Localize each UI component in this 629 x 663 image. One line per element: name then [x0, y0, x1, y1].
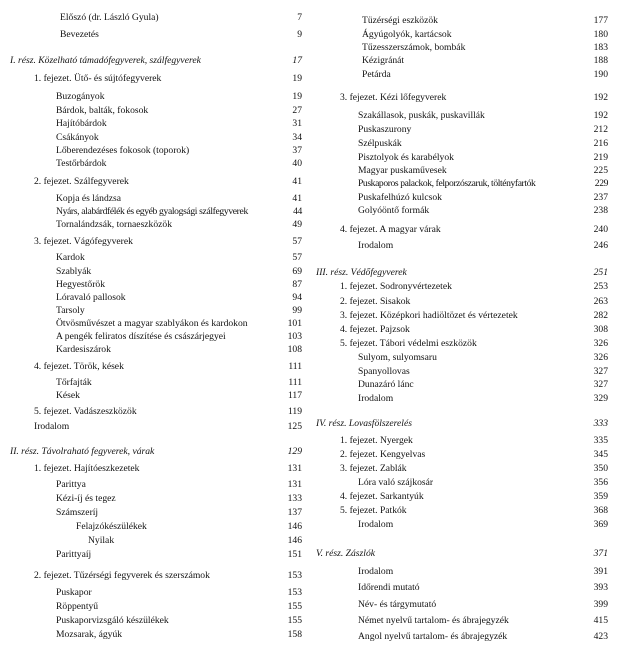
- toc-entry-page: 155: [287, 601, 302, 612]
- toc-entry-page: 103: [287, 331, 302, 342]
- toc-entry-page: 146: [287, 521, 302, 532]
- toc-entry-page: 44: [293, 206, 302, 217]
- toc-entry-page: 94: [292, 292, 302, 303]
- toc-entry-page: 177: [593, 15, 608, 26]
- toc-entry-page: 119: [287, 406, 302, 417]
- toc-entry-page: 345: [593, 449, 608, 460]
- toc-entry-title: 1. fejezet. Hajítóeszkezetek: [34, 463, 140, 474]
- toc-entry-page: 131: [287, 463, 302, 474]
- toc-entry-title: Ötvösművészet a magyar szablyákon és kardokon: [56, 318, 248, 329]
- toc-entry-page: 225: [593, 165, 608, 176]
- toc-entry-title: Puskapor: [56, 587, 92, 598]
- toc-entry-page: 151: [287, 549, 302, 560]
- toc-entry-page: 192: [593, 110, 608, 121]
- toc-entry-title: Irodalom: [358, 566, 394, 577]
- toc-entry-title: Parittyaíj: [56, 549, 92, 560]
- toc-entry-title: Kések: [56, 390, 80, 401]
- toc-entry-page: 237: [593, 192, 608, 203]
- toc-entry-title: Spanyollovas: [358, 366, 410, 377]
- toc-entry-page: 188: [593, 55, 608, 66]
- toc-entry-title: V. rész. Zászlók: [316, 548, 375, 559]
- toc-entry-page: 246: [593, 240, 608, 251]
- toc-entry-page: 190: [593, 69, 608, 80]
- toc-entry-page: 146: [287, 535, 302, 546]
- toc-entry-title: Sulyom, sulyomsaru: [358, 352, 437, 363]
- toc-entry-page: 359: [593, 491, 608, 502]
- toc-entry-title: Időrendi mutató: [358, 582, 420, 593]
- toc-entry-title: Bevezetés: [60, 29, 99, 40]
- toc-entry-page: 251: [593, 267, 608, 278]
- toc-entry-page: 327: [593, 379, 608, 390]
- toc-entry-title: 5. fejezet. Patkók: [340, 505, 407, 516]
- toc-entry-page: 423: [593, 631, 608, 642]
- toc-entry-page: 99: [292, 305, 302, 316]
- toc-entry-page: 37: [292, 145, 302, 156]
- toc-entry-title: 4. fejezet. A magyar várak: [340, 224, 441, 235]
- toc-entry-title: 5. fejezet. Vadászeszközök: [34, 406, 137, 417]
- toc-entry-page: 41: [292, 193, 302, 204]
- toc-entry-page: 111: [288, 361, 302, 372]
- toc-entry-title: II. rész. Távolraható fegyverek, várak: [10, 446, 155, 457]
- toc-entry-page: 57: [292, 252, 302, 263]
- toc-entry-page: 393: [593, 582, 608, 593]
- toc-entry-page: 31: [292, 118, 302, 129]
- toc-entry-page: 253: [593, 281, 608, 292]
- toc-entry-title: 2. fejezet. Szálfegyverek: [34, 176, 129, 187]
- toc-entry-title: Angol nyelvű tartalom- és ábrajegyzék: [358, 631, 508, 642]
- toc-entry-title: A pengék feliratos díszítése és császárjegyei: [56, 331, 226, 342]
- toc-entry-title: 4. fejezet. Török, kések: [34, 361, 124, 372]
- toc-entry-title: Irodalom: [358, 240, 394, 251]
- toc-entry-page: 399: [593, 599, 608, 610]
- toc-entry-page: 9: [297, 29, 302, 40]
- toc-entry-title: Tüzérségi eszközök: [362, 15, 438, 26]
- toc-entry-title: Nyárs, alabárdfélék és egyéb gyalogsági szálfegyverek: [56, 206, 248, 217]
- toc-entry-title: Puskaszurony: [358, 124, 412, 135]
- toc-entry-page: 183: [593, 42, 608, 53]
- toc-entry-title: Előszó (dr. László Gyula): [60, 12, 159, 23]
- toc-entry-page: 391: [593, 566, 608, 577]
- toc-entry-page: 40: [292, 158, 302, 169]
- toc-entry-title: Német nyelvű tartalom- és ábrajegyzék: [358, 615, 509, 626]
- toc-entry-page: 335: [593, 435, 608, 446]
- toc-entry-title: Lóravaló pallosok: [56, 292, 126, 303]
- toc-entry-title: Kopja és lándzsa: [56, 193, 122, 204]
- toc-entry-page: 87: [292, 279, 302, 290]
- toc-entry-title: Lőberendezéses fokosok (toporok): [56, 145, 190, 156]
- toc-entry-title: Lóra való szájkosár: [358, 477, 434, 488]
- toc-entry-title: Ágyúgolyók, kartácsok: [362, 29, 452, 40]
- toc-entry-page: 7: [297, 12, 302, 23]
- toc-entry-title: 1. fejezet. Sodronyvértezetek: [340, 281, 452, 292]
- toc-entry-page: 356: [593, 477, 608, 488]
- toc-entry-title: Tűzesszerszámok, bombák: [362, 42, 466, 53]
- toc-entry-title: 3. fejezet. Vágófegyverek: [34, 236, 133, 247]
- toc-entry-page: 117: [287, 390, 302, 401]
- toc-entry-page: 238: [593, 205, 608, 216]
- toc-entry-page: 153: [287, 587, 302, 598]
- toc-entry-page: 111: [288, 377, 302, 388]
- toc-entry-title: Szélpuskák: [358, 138, 402, 149]
- toc-entry-page: 212: [593, 124, 608, 135]
- toc-entry-page: 219: [593, 152, 608, 163]
- toc-entry-page: 369: [593, 519, 608, 530]
- toc-entry-title: Hegyestőrök: [56, 279, 106, 290]
- toc-entry-page: 41: [292, 176, 302, 187]
- toc-entry-title: Kardesiszárok: [56, 344, 111, 355]
- toc-entry-title: Tőrfajták: [56, 377, 92, 388]
- toc-entry-page: 329: [593, 393, 608, 404]
- toc-entry-title: Számszeríj: [56, 507, 99, 518]
- toc-entry-title: 3. fejezet. Zablák: [340, 463, 407, 474]
- toc-entry-title: Irodalom: [358, 393, 394, 404]
- toc-entry-page: 333: [593, 418, 608, 429]
- toc-entry-title: 2. fejezet. Kengyelvas: [340, 449, 426, 460]
- toc-entry-title: Szakállasok, puskák, puskavillák: [358, 110, 485, 121]
- toc-entry-page: 229: [594, 178, 608, 189]
- toc-entry-title: Magyar puskaművesek: [358, 165, 447, 176]
- toc-entry-page: 263: [593, 296, 608, 307]
- toc-entry-title: 5. fejezet. Tábori védelmi eszközök: [340, 338, 477, 349]
- toc-entry-title: Pisztolyok és karabélyok: [358, 152, 454, 163]
- toc-entry-title: Puskaporvizsgáló készülékek: [56, 615, 169, 626]
- toc-entry-title: Név- és tárgymutató: [358, 599, 437, 610]
- toc-entry-title: Csákányok: [56, 132, 99, 143]
- toc-entry-title: Kardok: [56, 252, 85, 263]
- toc-entry-title: Felajzókészülékek: [76, 521, 147, 532]
- toc-entry-title: Tornalándzsák, tornaeszközök: [56, 219, 173, 230]
- toc-entry-title: Irodalom: [358, 519, 394, 530]
- toc-entry-page: 108: [287, 344, 302, 355]
- toc-entry-title: 4. fejezet. Pajzsok: [340, 324, 410, 335]
- toc-entry-page: 69: [292, 266, 302, 277]
- toc-entry-title: Dunazáró lánc: [358, 379, 414, 390]
- toc-entry-page: 19: [292, 73, 302, 84]
- toc-entry-page: 129: [287, 446, 302, 457]
- toc-entry-title: Tarsoly: [56, 305, 85, 316]
- toc-entry-title: I. rész. Közelható támadófegyverek, szálfegyverek: [10, 55, 201, 66]
- toc-entry-title: Kézigránát: [362, 55, 405, 66]
- toc-entry-page: 101: [287, 318, 302, 329]
- toc-entry-page: 371: [593, 548, 608, 559]
- toc-entry-page: 49: [292, 219, 302, 230]
- toc-entry-page: 326: [593, 352, 608, 363]
- toc-entry-title: III. rész. Védőfegyverek: [316, 267, 407, 278]
- toc-entry-page: 327: [593, 366, 608, 377]
- toc-entry-title: 2. fejezet. Tűzérségi fegyverek és szerszámok: [34, 570, 210, 581]
- toc-entry-page: 27: [292, 105, 302, 116]
- toc-entry-title: 2. fejezet. Sisakok: [340, 296, 411, 307]
- toc-entry-title: Parittya: [56, 479, 86, 490]
- toc-entry-page: 240: [593, 224, 608, 235]
- toc-entry-title: Golyóöntő formák: [358, 205, 430, 216]
- toc-entry-page: 155: [287, 615, 302, 626]
- toc-entry-title: Puskafelhúzó kulcsok: [358, 192, 442, 203]
- toc-entry-title: Bárdok, balták, fokosok: [56, 105, 149, 116]
- toc-entry-page: 368: [593, 505, 608, 516]
- toc-entry-title: Hajítóbárdok: [56, 118, 107, 129]
- toc-entry-title: Nyilak: [88, 535, 115, 546]
- toc-entry-title: 1. fejezet. Nyergek: [340, 435, 413, 446]
- toc-entry-page: 192: [593, 92, 608, 103]
- toc-entry-page: 133: [287, 493, 302, 504]
- toc-entry-page: 158: [287, 629, 302, 640]
- toc-entry-title: 3. fejezet. Kézi lőfegyverek: [340, 92, 447, 103]
- toc-entry-title: Testőrbárdok: [56, 158, 107, 169]
- toc-entry-page: 180: [593, 29, 608, 40]
- toc-entry-title: Mozsarak, ágyúk: [56, 629, 123, 640]
- toc-entry-page: 125: [287, 421, 302, 432]
- toc-entry-title: Puskaporos palackok, felporzószaruk, töltényfartók: [358, 178, 536, 189]
- toc-entry-title: Röppentyű: [56, 601, 99, 612]
- toc-entry-page: 216: [593, 138, 608, 149]
- toc-entry-title: Szablyák: [56, 266, 92, 277]
- toc-entry-page: 34: [292, 132, 302, 143]
- toc-entry-page: 19: [292, 91, 302, 102]
- toc-entry-title: Petárda: [362, 69, 391, 80]
- toc-entry-page: 326: [593, 338, 608, 349]
- toc-entry-page: 350: [593, 463, 608, 474]
- toc-entry-page: 137: [287, 507, 302, 518]
- toc-entry-title: 1. fejezet. Ütő- és sújtófegyverek: [34, 73, 162, 84]
- toc-entry-title: 3. fejezet. Középkori hadiöltözet és vértezetek: [340, 310, 518, 321]
- toc-entry-title: Buzogányok: [56, 91, 105, 102]
- toc-entry-page: 282: [593, 310, 608, 321]
- toc-entry-title: Irodalom: [34, 421, 70, 432]
- toc-entry-page: 415: [593, 615, 608, 626]
- toc-entry-title: 4. fejezet. Sarkantyúk: [340, 491, 424, 502]
- toc-entry-page: 17: [292, 55, 302, 66]
- toc-entry-page: 131: [287, 479, 302, 490]
- toc-entry-title: IV. rész. Lovasfölszerelés: [316, 418, 412, 429]
- toc-entry-title: Kézi-íj és tegez: [56, 493, 116, 504]
- toc-entry-page: 57: [292, 236, 302, 247]
- toc-entry-page: 153: [287, 570, 302, 581]
- toc-entry-page: 308: [593, 324, 608, 335]
